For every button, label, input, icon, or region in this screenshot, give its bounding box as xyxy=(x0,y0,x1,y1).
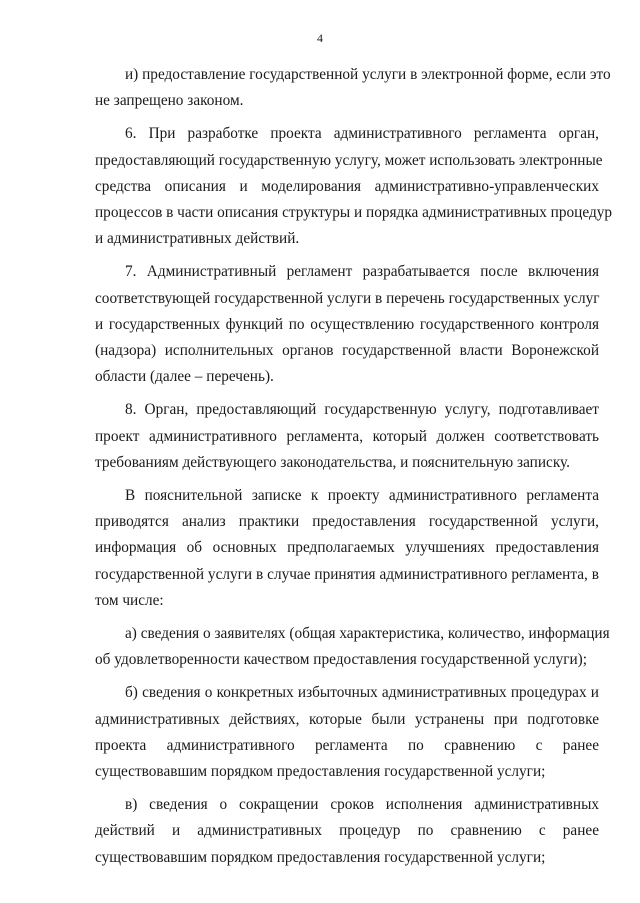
text-line: информация об основных предполагаемых улучшениях предоставления xyxy=(95,539,599,557)
page-number: 4 xyxy=(317,31,323,45)
text-line: и административных действий. xyxy=(95,230,300,248)
text-line: 6. При разработке проекта административного регламента орган, xyxy=(125,125,599,143)
text-line: действий и административных процедур по сравнению с ранее xyxy=(95,822,599,840)
text-line: средства описания и моделирования административно-управленческих xyxy=(95,177,599,195)
text-line: существовавшим порядком предоставления государственной услуги; xyxy=(95,848,546,866)
paragraph-6 xyxy=(95,121,613,252)
text-line: В пояснительной записке к проекту административного регламента xyxy=(125,487,599,505)
text-line: приводятся анализ практики предоставления государственной услуги, xyxy=(95,513,599,531)
paragraph-v xyxy=(95,792,599,871)
paragraph-explanatory-note xyxy=(95,483,599,614)
paragraph-7 xyxy=(95,259,599,390)
text-line: административных действиях, которые были устранены при подготовке xyxy=(95,710,599,728)
text-line: том числе: xyxy=(95,591,164,609)
text-line: государственной услуги в случае принятия административного регламента, в xyxy=(95,565,599,583)
text-line: соответствующей государственной услуги в перечень государственных услуг xyxy=(95,289,600,307)
text-line: существовавшим порядком предоставления государственной услуги; xyxy=(95,763,546,781)
text-line: предоставляющий государственную услугу, может использовать электронные xyxy=(95,151,603,169)
text-line: в) сведения о сокращении сроков исполнения административных xyxy=(125,796,599,814)
paragraph-i xyxy=(95,62,611,114)
text-line: и государственных функций по осуществлению государственного контроля xyxy=(95,315,599,333)
text-line: области (далее – перечень). xyxy=(95,368,274,386)
text-line: (надзора) исполнительных органов государственной власти Воронежской xyxy=(95,342,599,360)
text-line: не запрещено законом. xyxy=(95,92,244,110)
text-line: об удовлетворенности качеством предоставления государственной услуги); xyxy=(95,651,588,669)
paragraph-8 xyxy=(95,397,599,476)
text-line: процессов в части описания структуры и порядка административных процедур xyxy=(95,204,613,222)
text-line: а) сведения о заявителях (общая характеристика, количество, информация xyxy=(125,625,610,643)
paragraph-a xyxy=(95,621,610,673)
text-line: проекта административного регламента по сравнению с ранее xyxy=(95,736,599,754)
document-body xyxy=(95,62,613,871)
paragraph-b xyxy=(95,680,599,785)
text-line: проект административного регламента, который должен соответствовать xyxy=(95,427,599,445)
text-line: б) сведения о конкретных избыточных административных процедурах и xyxy=(125,684,599,702)
text-line: 7. Административный регламент разрабатывается после включения xyxy=(125,263,599,281)
text-line: 8. Орган, предоставляющий государственную услугу, подготавливает xyxy=(125,401,599,419)
text-line: требованиям действующего законодательства, и пояснительную записку. xyxy=(95,453,571,471)
text-line: и) предоставление государственной услуги в электронной форме, если это xyxy=(125,66,611,83)
